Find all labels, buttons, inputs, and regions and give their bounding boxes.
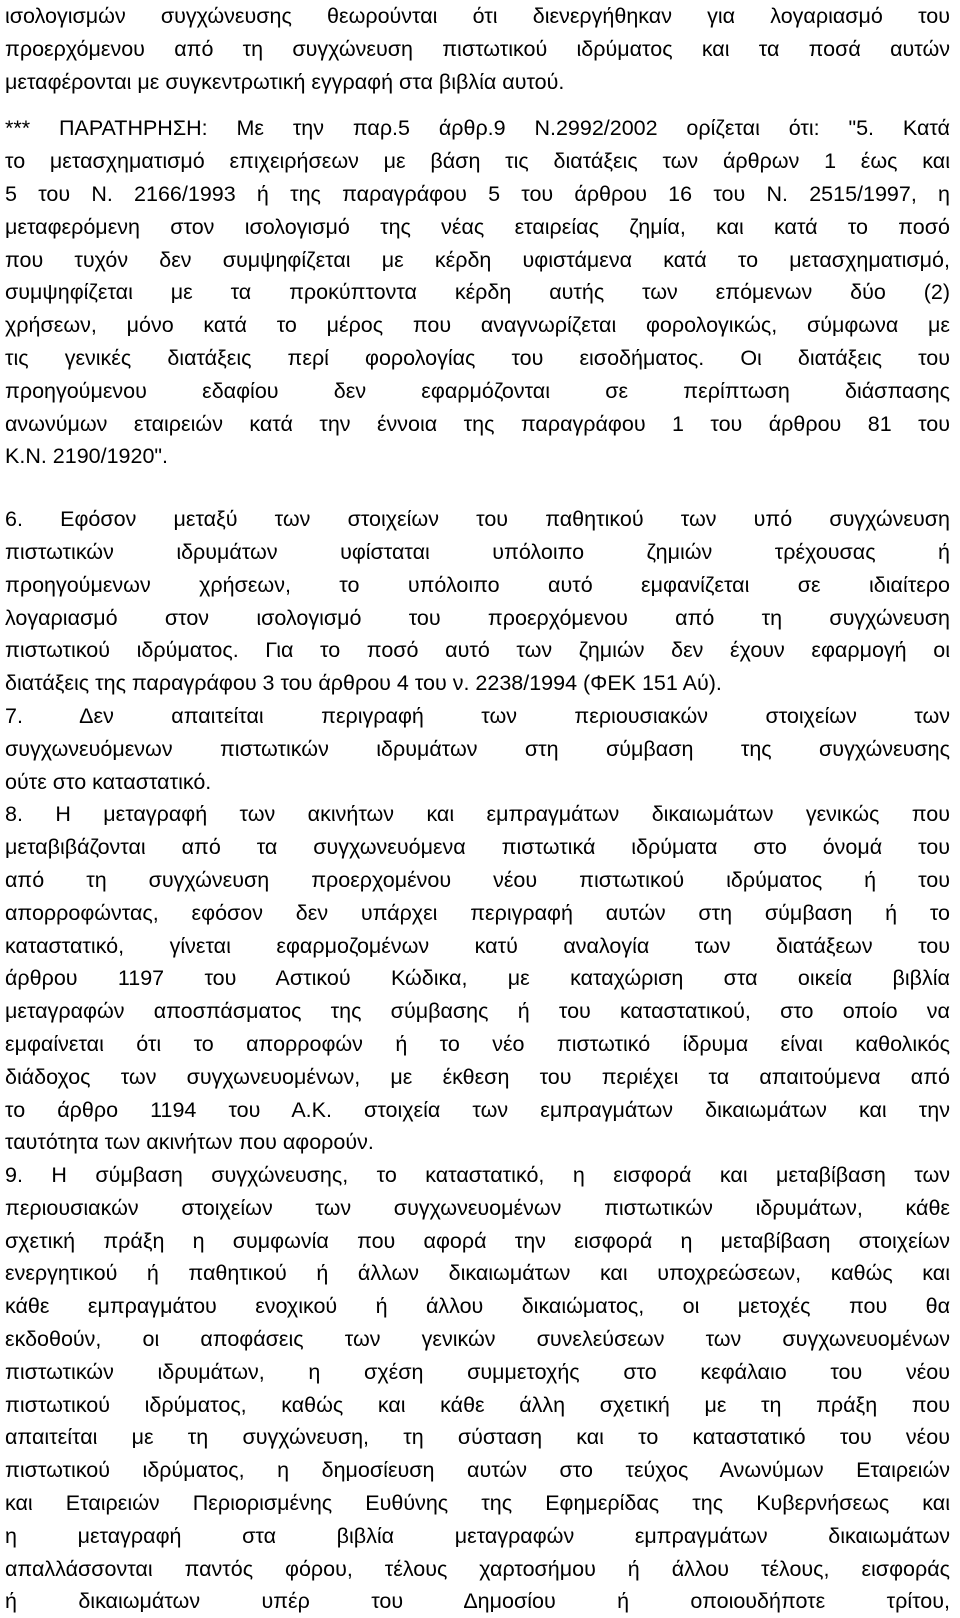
text-line: καταστατικό, γίνεται εφαρμοζομένων κατύ αναλογία των διατάξεων του xyxy=(5,933,950,958)
text-line: τις γενικές διατάξεις περί φορολογίας του εισοδήματος. Οι διατάξεις του xyxy=(5,345,950,370)
text-line: απαιτείται με τη συγχώνευση, τη σύσταση και το καταστατικό του νέου xyxy=(5,1425,950,1450)
text-line: χρήσεων, μόνο κατά το μέρος που αναγνωρίζεται φορολογικώς, σύμφωνα με xyxy=(5,313,950,338)
text-line: *** ΠΑΡΑΤΗΡΗΣΗ: Με την παρ.5 άρθρ.9 Ν.2992/2002 ορίζεται ότι: "5. Κατά xyxy=(5,116,950,141)
text-line: απορροφώντας, εφόσον δεν υπάρχει περιγραφή αυτών στη σύμβαση ή το xyxy=(5,900,950,925)
text-line: πιστωτικού ιδρύματος, η δημοσίευση αυτών στο τεύχος Ανωνύμων Εταιρειών xyxy=(5,1458,950,1483)
text-line: 9. Η σύμβαση συγχώνευσης, το καταστατικό, η εισφορά και μεταβίβαση των xyxy=(5,1163,950,1188)
text-line: το άρθρο 1194 του Α.Κ. στοιχεία των εμπραγμάτων δικαιωμάτων και την xyxy=(5,1097,950,1122)
text-line: μεταβιβάζονται από τα συγχωνευόμενα πιστωτικά ιδρύματα στο όνομά του xyxy=(5,835,950,860)
text-line: ούτε στο καταστατικό. xyxy=(5,769,212,794)
paragraph-gap xyxy=(5,473,950,503)
text-line: κάθε εμπραγμάτου ενοχικού ή άλλου δικαιώματος, οι μετοχές που θα xyxy=(5,1294,950,1319)
text-line: ενεργητικού ή παθητικού ή άλλων δικαιωμάτων και υποχρεώσεων, καθώς και xyxy=(5,1261,950,1286)
document-page xyxy=(5,0,950,1618)
text-line: ή δικαιωμάτων υπέρ του Δημοσίου ή οποιουδήποτε τρίτου, xyxy=(5,1589,950,1614)
text-line: το μετασχηματισμό επιχειρήσεων με βάση τις διατάξεις των άρθρων 1 έως και xyxy=(5,149,950,174)
text-line: προηγούμενων χρήσεων, το υπόλοιπο αυτό εμφανίζεται σε ιδιαίτερο xyxy=(5,572,950,597)
text-line: πιστωτικών ιδρυμάτων, η σχέση συμμετοχής στο κεφάλαιο του νέου xyxy=(5,1359,950,1384)
text-line: προηγούμενου εδαφίου δεν εφαρμόζονται σε περίπτωση διάσπασης xyxy=(5,378,950,403)
text-line: και Εταιρειών Περιορισμένης Ευθύνης της Εφημερίδας της Κυβερνήσεως και xyxy=(5,1491,950,1516)
text-line: μεταφέρονται με συγκεντρωτική εγγραφή στα βιβλία αυτού. xyxy=(5,69,565,94)
text-line: διατάξεις της παραγράφου 3 του άρθρου 4 του ν. 2238/1994 (ΦΕΚ 151 Αύ). xyxy=(5,671,722,696)
text-line: λογαριασμό στον ισολογισμό του προερχόμενου από τη συγχώνευση xyxy=(5,605,950,630)
text-line: 7. Δεν απαιτείται περιγραφή των περιουσιακών στοιχείων των xyxy=(5,703,950,728)
text-line: από τη συγχώνευση προερχομένου νέου πιστωτικού ιδρύματος ή του xyxy=(5,867,950,892)
text-line: περιουσιακών στοιχείων των συγχωνευομένων πιστωτικών ιδρυμάτων, κάθε xyxy=(5,1195,950,1220)
text-line: πιστωτικού ιδρύματος. Για το ποσό αυτό των ζημιών δεν έχουν εφαρμογή οι xyxy=(5,638,950,663)
text-line: 8. Η μεταγραφή των ακινήτων και εμπραγμάτων δικαιωμάτων γενικώς που xyxy=(5,802,950,827)
text-line: που τυχόν δεν συμψηφίζεται με κέρδη υφιστάμενα κατά το μετασχηματισμό, xyxy=(5,247,950,272)
text-line: προερχόμενου από τη συγχώνευση πιστωτικού ιδρύματος και τα ποσά αυτών xyxy=(5,36,950,61)
text-line: μεταφερόμενη στον ισολογισμό της νέας εταιρείας ζημία, και κατά το ποσό xyxy=(5,214,950,239)
text-line: Κ.Ν. 2190/1920". xyxy=(5,444,169,469)
text-line: ισολογισμών συγχώνευσης θεωρούνται ότι διενεργήθηκαν για λογαριασμό του xyxy=(5,4,950,28)
text-line: πιστωτικού ιδρύματος, καθώς και κάθε άλλη σχετική με τη πράξη που xyxy=(5,1392,950,1417)
text-line: διάδοχος των συγχωνευομένων, με έκθεση του περιέχει τα απαιτούμενα από xyxy=(5,1064,950,1089)
text-line: ανωνύμων εταιρειών κατά την έννοια της παραγράφου 1 του άρθρου 81 του xyxy=(5,411,950,436)
text-line: εμφαίνεται ότι το απορροφών ή το νέο πιστωτικό ίδρυμα είναι καθολικός xyxy=(5,1031,950,1056)
text-line: η μεταγραφή στα βιβλία μεταγραφών εμπραγμάτων δικαιωμάτων xyxy=(5,1523,950,1548)
text-line: μεταγραφών αποσπάσματος της σύμβασης ή του καταστατικού, στο οποίο να xyxy=(5,999,950,1024)
text-line: 6. Εφόσον μεταξύ των στοιχείων του παθητικού των υπό συγχώνευση xyxy=(5,507,950,532)
text-line: άρθρου 1197 του Αστικού Κώδικα, με καταχώριση στα οικεία βιβλία xyxy=(5,966,950,991)
text-line: απαλλάσσονται παντός φόρου, τέλους χαρτοσήμου ή άλλου τέλους, εισφοράς xyxy=(5,1556,950,1581)
text-line: ταυτότητα των ακινήτων που αφορούν. xyxy=(5,1130,374,1155)
text-line: συμψηφίζεται με τα προκύπτοντα κέρδη αυτής των επόμενων δύο (2) xyxy=(5,280,950,305)
text-line: συγχωνευόμενων πιστωτικών ιδρυμάτων στη σύμβαση της συγχώνευσης xyxy=(5,736,950,761)
text-line: σχετική πράξη η συμφωνία που αφορά την εισφορά η μεταβίβαση στοιχείων xyxy=(5,1228,950,1253)
text-line: εκδοθούν, οι αποφάσεις των γενικών συνελεύσεων των συγχωνευομένων xyxy=(5,1327,950,1352)
text-line: 5 του Ν. 2166/1993 ή της παραγράφου 5 του άρθρου 16 του Ν. 2515/1997, η xyxy=(5,181,950,206)
text-line: πιστωτικών ιδρυμάτων υφίσταται υπόλοιπο ζημιών τρέχουσας ή xyxy=(5,539,950,564)
paragraph-gap xyxy=(5,98,950,112)
